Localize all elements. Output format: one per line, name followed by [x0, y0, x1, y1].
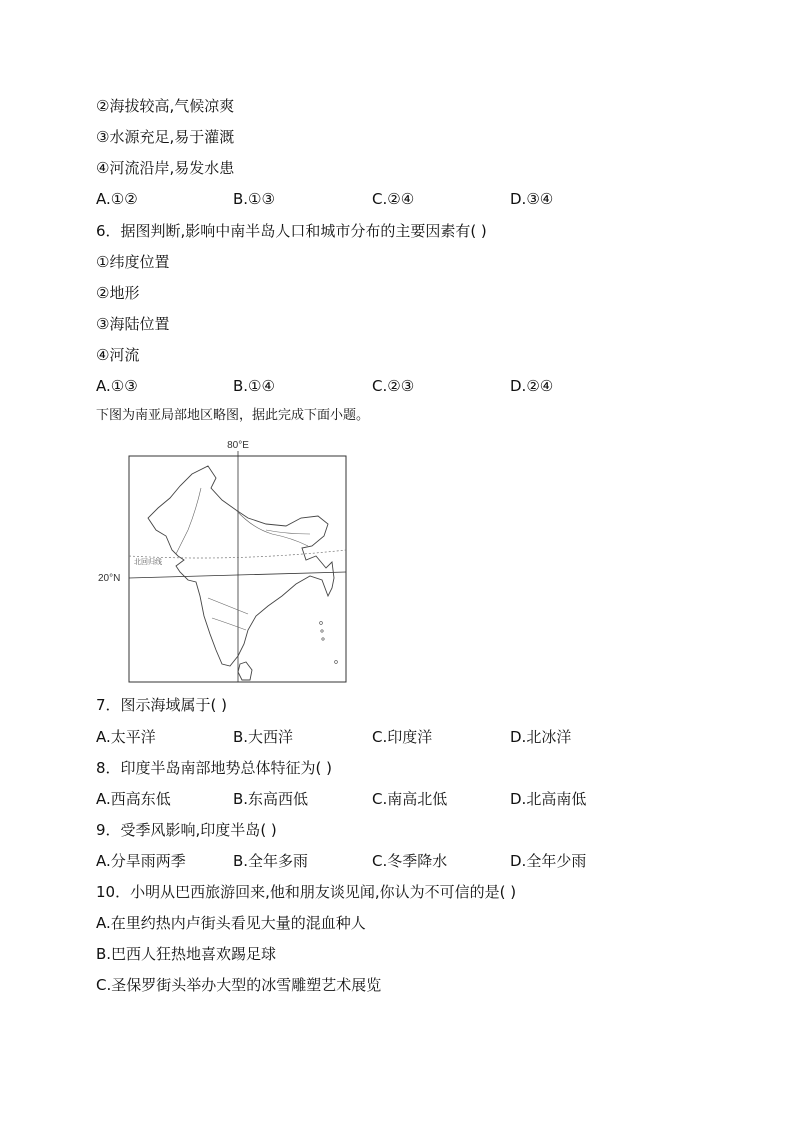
- tropic-label: 北回归线: [134, 558, 162, 566]
- q5-item-2: ②海拔较高,气候凉爽: [96, 97, 235, 115]
- island-marker: [320, 622, 323, 625]
- q10-option-b: B.巴西人狂热地喜欢踢足球: [96, 945, 277, 963]
- q6-item-1: ①纬度位置: [96, 253, 170, 271]
- q7-option-d: D.北冰洋: [510, 728, 572, 746]
- q8-option-c: C.南高北低: [372, 790, 448, 808]
- q5-option-b: B.①③: [233, 190, 275, 208]
- q10-stem: 10．小明从巴西旅游回来,他和朋友谈见闻,你认为不可信的是( ): [96, 883, 517, 901]
- q5-option-d: D.③④: [510, 190, 554, 208]
- q7-option-c: C.印度洋: [372, 728, 433, 746]
- q5-option-c: C.②④: [372, 190, 415, 208]
- q9-option-c: C.冬季降水: [372, 852, 448, 870]
- q9-option-d: D.全年少雨: [510, 852, 587, 870]
- q6-option-d: D.②④: [510, 377, 554, 395]
- river-krishna: [212, 618, 246, 630]
- map-intro: 下图为南亚局部地区略图，据此完成下面小题。: [96, 408, 370, 423]
- q6-item-4: ④河流: [96, 346, 140, 364]
- q6-option-a: A.①③: [96, 377, 138, 395]
- q9-option-a: A.分旱雨两季: [96, 852, 186, 870]
- river-ganges: [236, 510, 308, 546]
- map-frame: [129, 456, 346, 682]
- q8-option-a: A.西高东低: [96, 790, 171, 808]
- q7-option-b: B.大西洋: [233, 728, 294, 746]
- q8-stem: 8．印度半岛南部地势总体特征为( ): [96, 759, 333, 777]
- q9-stem: 9．受季风影响,印度半岛( ): [96, 821, 277, 839]
- q5-item-3: ③水源充足,易于灌溉: [96, 128, 235, 146]
- q9-option-b: B.全年多雨: [233, 852, 309, 870]
- island-marker: [321, 630, 323, 632]
- south-asia-map: [96, 438, 356, 688]
- q6-option-b: B.①④: [233, 377, 275, 395]
- island-marker: [322, 638, 324, 640]
- river-godavari: [208, 598, 248, 614]
- q7-stem: 7．图示海域属于( ): [96, 696, 228, 714]
- q8-option-d: D.北高南低: [510, 790, 587, 808]
- q10-option-a: A.在里约热内卢街头看见大量的混血种人: [96, 914, 366, 932]
- river-brahmaputra: [266, 530, 310, 534]
- sri-lanka-outline: [238, 662, 252, 680]
- q7-option-a: A.太平洋: [96, 728, 156, 746]
- latitude-label: 20°N: [98, 573, 121, 584]
- q8-option-b: B.东高西低: [233, 790, 309, 808]
- q6-option-c: C.②③: [372, 377, 415, 395]
- river-indus: [176, 488, 201, 554]
- q10-option-c: C.圣保罗街头举办大型的冰雪雕塑艺术展览: [96, 976, 382, 994]
- q5-option-a: A.①②: [96, 190, 138, 208]
- island-marker: [335, 661, 338, 664]
- longitude-label: 80°E: [227, 440, 249, 451]
- q5-item-4: ④河流沿岸,易发水患: [96, 159, 235, 177]
- india-outline: [148, 466, 334, 666]
- q6-stem: 6．据图判断,影响中南半岛人口和城市分布的主要因素有( ): [96, 222, 487, 240]
- q6-item-2: ②地形: [96, 284, 140, 302]
- q6-item-3: ③海陆位置: [96, 315, 170, 333]
